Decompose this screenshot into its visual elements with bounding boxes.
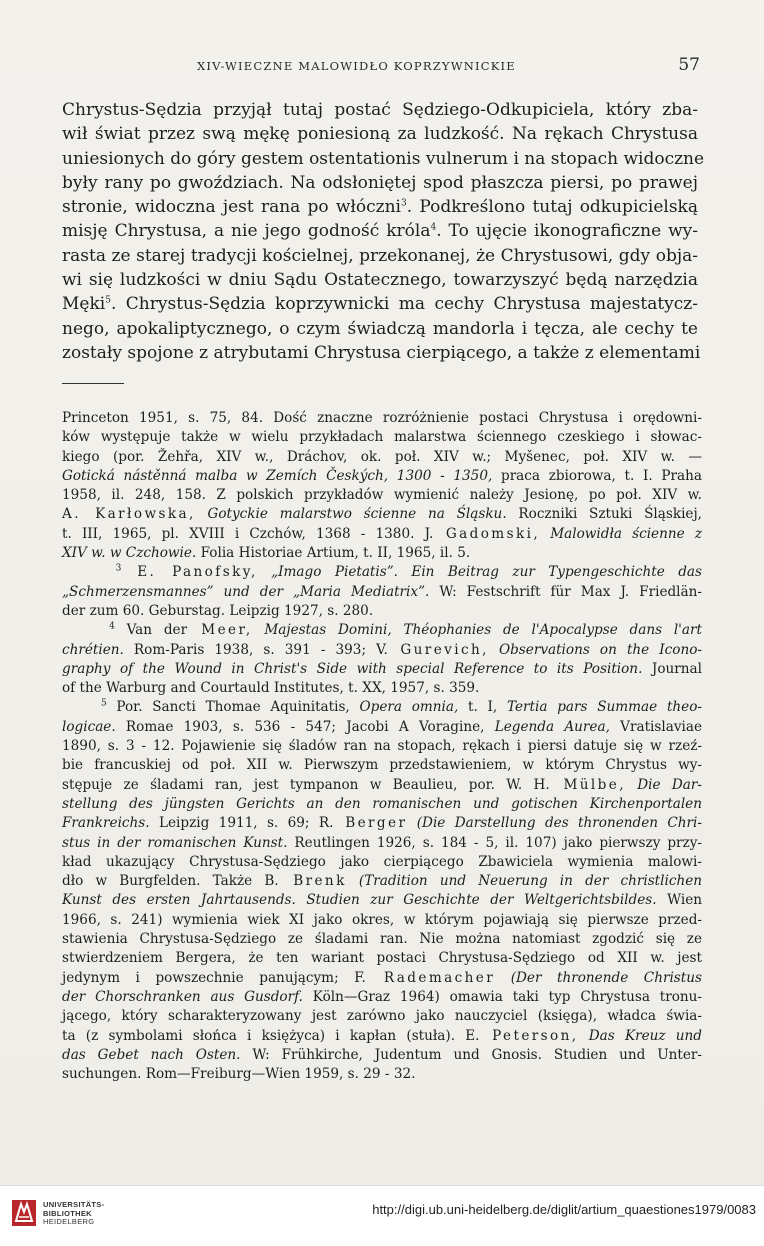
footnote-ref: 4 [430,222,437,233]
body-line: Chrystus-Sędzia przyjął tutaj postać Sędziego-Odkupiciela, który zba- [62,100,698,120]
source-url-link[interactable]: http://digi.ub.uni-heidelberg.de/diglit/artium_quaestiones1979/0083 [372,1202,756,1217]
body-line: rasta ze starej tradycji kościelnej, przekonanej, że Chrystusowi, gdy obja- [62,245,698,266]
footnote-5: $^5$ Por. Sancti Thomae Aquinitatis, Opera omnia, t. I, Tertia pars Summae theo- logicae. Romae 1903, s. 536 - 547; Jacobi A Voragine, Legenda Aurea, Vratislaviae 1890, s. 3 - 12. Pojawienie się śladów ran na stopach, rękach i piersi datuje się w rzeź- bie francuskiej od poł. XII w. Pierwszym przedstawieniem, w którym Chrystus wy- stępuje ze śladami ran, jest tympanon w Beaulieu, por. W. H. Mülbe, Die Dar- stellung des jüngsten Gerichts an den romanischen und gotischen Kirchenportalen Frankreichs. Leipzig 1911, s. 69; R. Berger (Die Darstellung des thronenden Chri- stus in der romanischen Kunst. Reutlingen 1926, s. 184 - 5, il. 107) jako pierwszy przy- kład ukazujący Chrystusa-Sędziego jako cierpiącego Zbawiciela wymienia malowi- dło w Burgfelden. Także B. Brenk (Tradition und Neuerung in der christlichen Kunst des ersten Jahrtausends. Studien zur Geschichte der Weltgerichtsbildes. Wien 1966, s. 241) wymienia wiek XI jako okres, w którym pojawiają się pierwsze przed- stawienia Chrystusa-Sędziego ze śladami ran. Nie można natomiast zgodzić się ze stwierdzeniem Bergera, że ten wariant postaci Chrystusa-Sędziego od XII w. jest jedynym i powszechnie panującym; F. Rademacher (Der thronende Christus der Chorschranken aus Gusdorf. Köln—Graz 1964) omawia taki typ Chrystusa tronu- jącego, który scharakteryzowany jest zarówno jako nauczyciel (księga), władca świa- ta (z symbolami słońca i księżyca) i kapłan (stuła). E. Peterson, Das Kreuz und das Gebet nach Osten. W: Frühkirche, Judentum und Gnosis. Studien und Unter- suchungen. Rom—Freiburg—Wien 1959, s. 29 - 32. [62,698,703,1083]
body-line: były rany po gwoździach. Na odsłoniętej spod płaszcza piersi, po prawej [62,172,698,193]
footnote-ref: 5 [105,295,111,306]
body-line: stronie, widoczna jest rana po włóczni$^3$. Podkreślono tutaj odkupicielską [62,197,698,218]
body-line: misję Chrystusa, a nie jego godność króla$^4$. To ujęcie ikonograficzne wy- [62,221,698,242]
library-footer [0,1185,764,1246]
running-head: XIV-WIECZNE MALOWIDŁO KOPRZYWNICKIE [197,59,516,73]
body-line: wił świat przez swą mękę poniesioną za ludzkość. Na rękach Chrystusa [62,124,698,145]
library-logo-icon[interactable] [12,1200,36,1226]
footnote-4: $^4$ Van der Meer, Majestas Domini, Théophanies de l'Apocalypse dans l'art chrétien. Rom-Paris 1938, s. 391 - 393; V. Gurevich, Observations on the Icono- graphy of the Wound in Christ's Side with special Reference to its Position. Journal of the Warburg and Courtauld Institutes, t. XX, 1957, s. 359. [62,621,702,697]
body-line: wi się ludzkości w dniu Sądu Ostatecznego, towarzyszyć będą narzędzia [62,270,698,291]
footnote-ref: 3 [400,198,407,209]
body-line: uniesionych do góry gestem ostentationis vulnerum i na stopach widoczne [62,148,705,169]
library-name: UNIVERSITÄTS- BIBLIOTHEK HEIDELBERG [43,1200,105,1226]
body-line: Męki$^5$. Chrystus-Sędzia koprzywnicki ma cechy Chrystusa majestatycz- [62,294,698,315]
body-text [62,98,705,365]
page-number: 57 [678,55,700,75]
footnotes [62,409,702,1084]
page-header [0,57,764,77]
footnote-separator [62,383,124,384]
footnote-continued: Princeton 1951, s. 75, 84. Dość znaczne rozróżnienie postaci Chrystusa i orędowni- ków występuje także w wielu przykładach malarstwa ściennego czeskiego i słowac- kiego (por. Žehřa, XIV w., Dráchov, ok. poł. XIV w.; Myšenec, poł. XIV w. — Gotická nástěnná malba w Zemích Českých, 1300 - 1350, praca zbiorowa, t. I. Praha 1958, il. 248, 158. Z polskich przykładów wymienić należy Jesionę, po poł. XIV w. A. Karłowska, Gotyckie malarstwo ścienne na Śląsku. Roczniki Sztuki Śląskiej, t. III, 1965, pl. XVIII i Czchów, 1368 - 1380. J. Gadomski, Malowidła ścienne z XIV w. w Czchowie. Folia Historiae Artium, t. II, 1965, il. 5. [62,410,702,562]
body-line: zostały spojone z atrybutami Chrystusa cierpiącego, a także z elementami [62,342,701,363]
body-line: nego, apokaliptycznego, o czym świadczą mandorla i tęcza, ale cechy te [62,318,698,339]
footnote-3: $^3$ E. Panofsky, „Imago Pietatis”. Ein Beitrag zur Typengeschichte das „Schmerzensmannes” und der „Maria Mediatrix”. W: Festschrift für Max J. Friedlän- der zum 60. Geburstag. Leipzig 1927, s. 280. [62,563,702,619]
